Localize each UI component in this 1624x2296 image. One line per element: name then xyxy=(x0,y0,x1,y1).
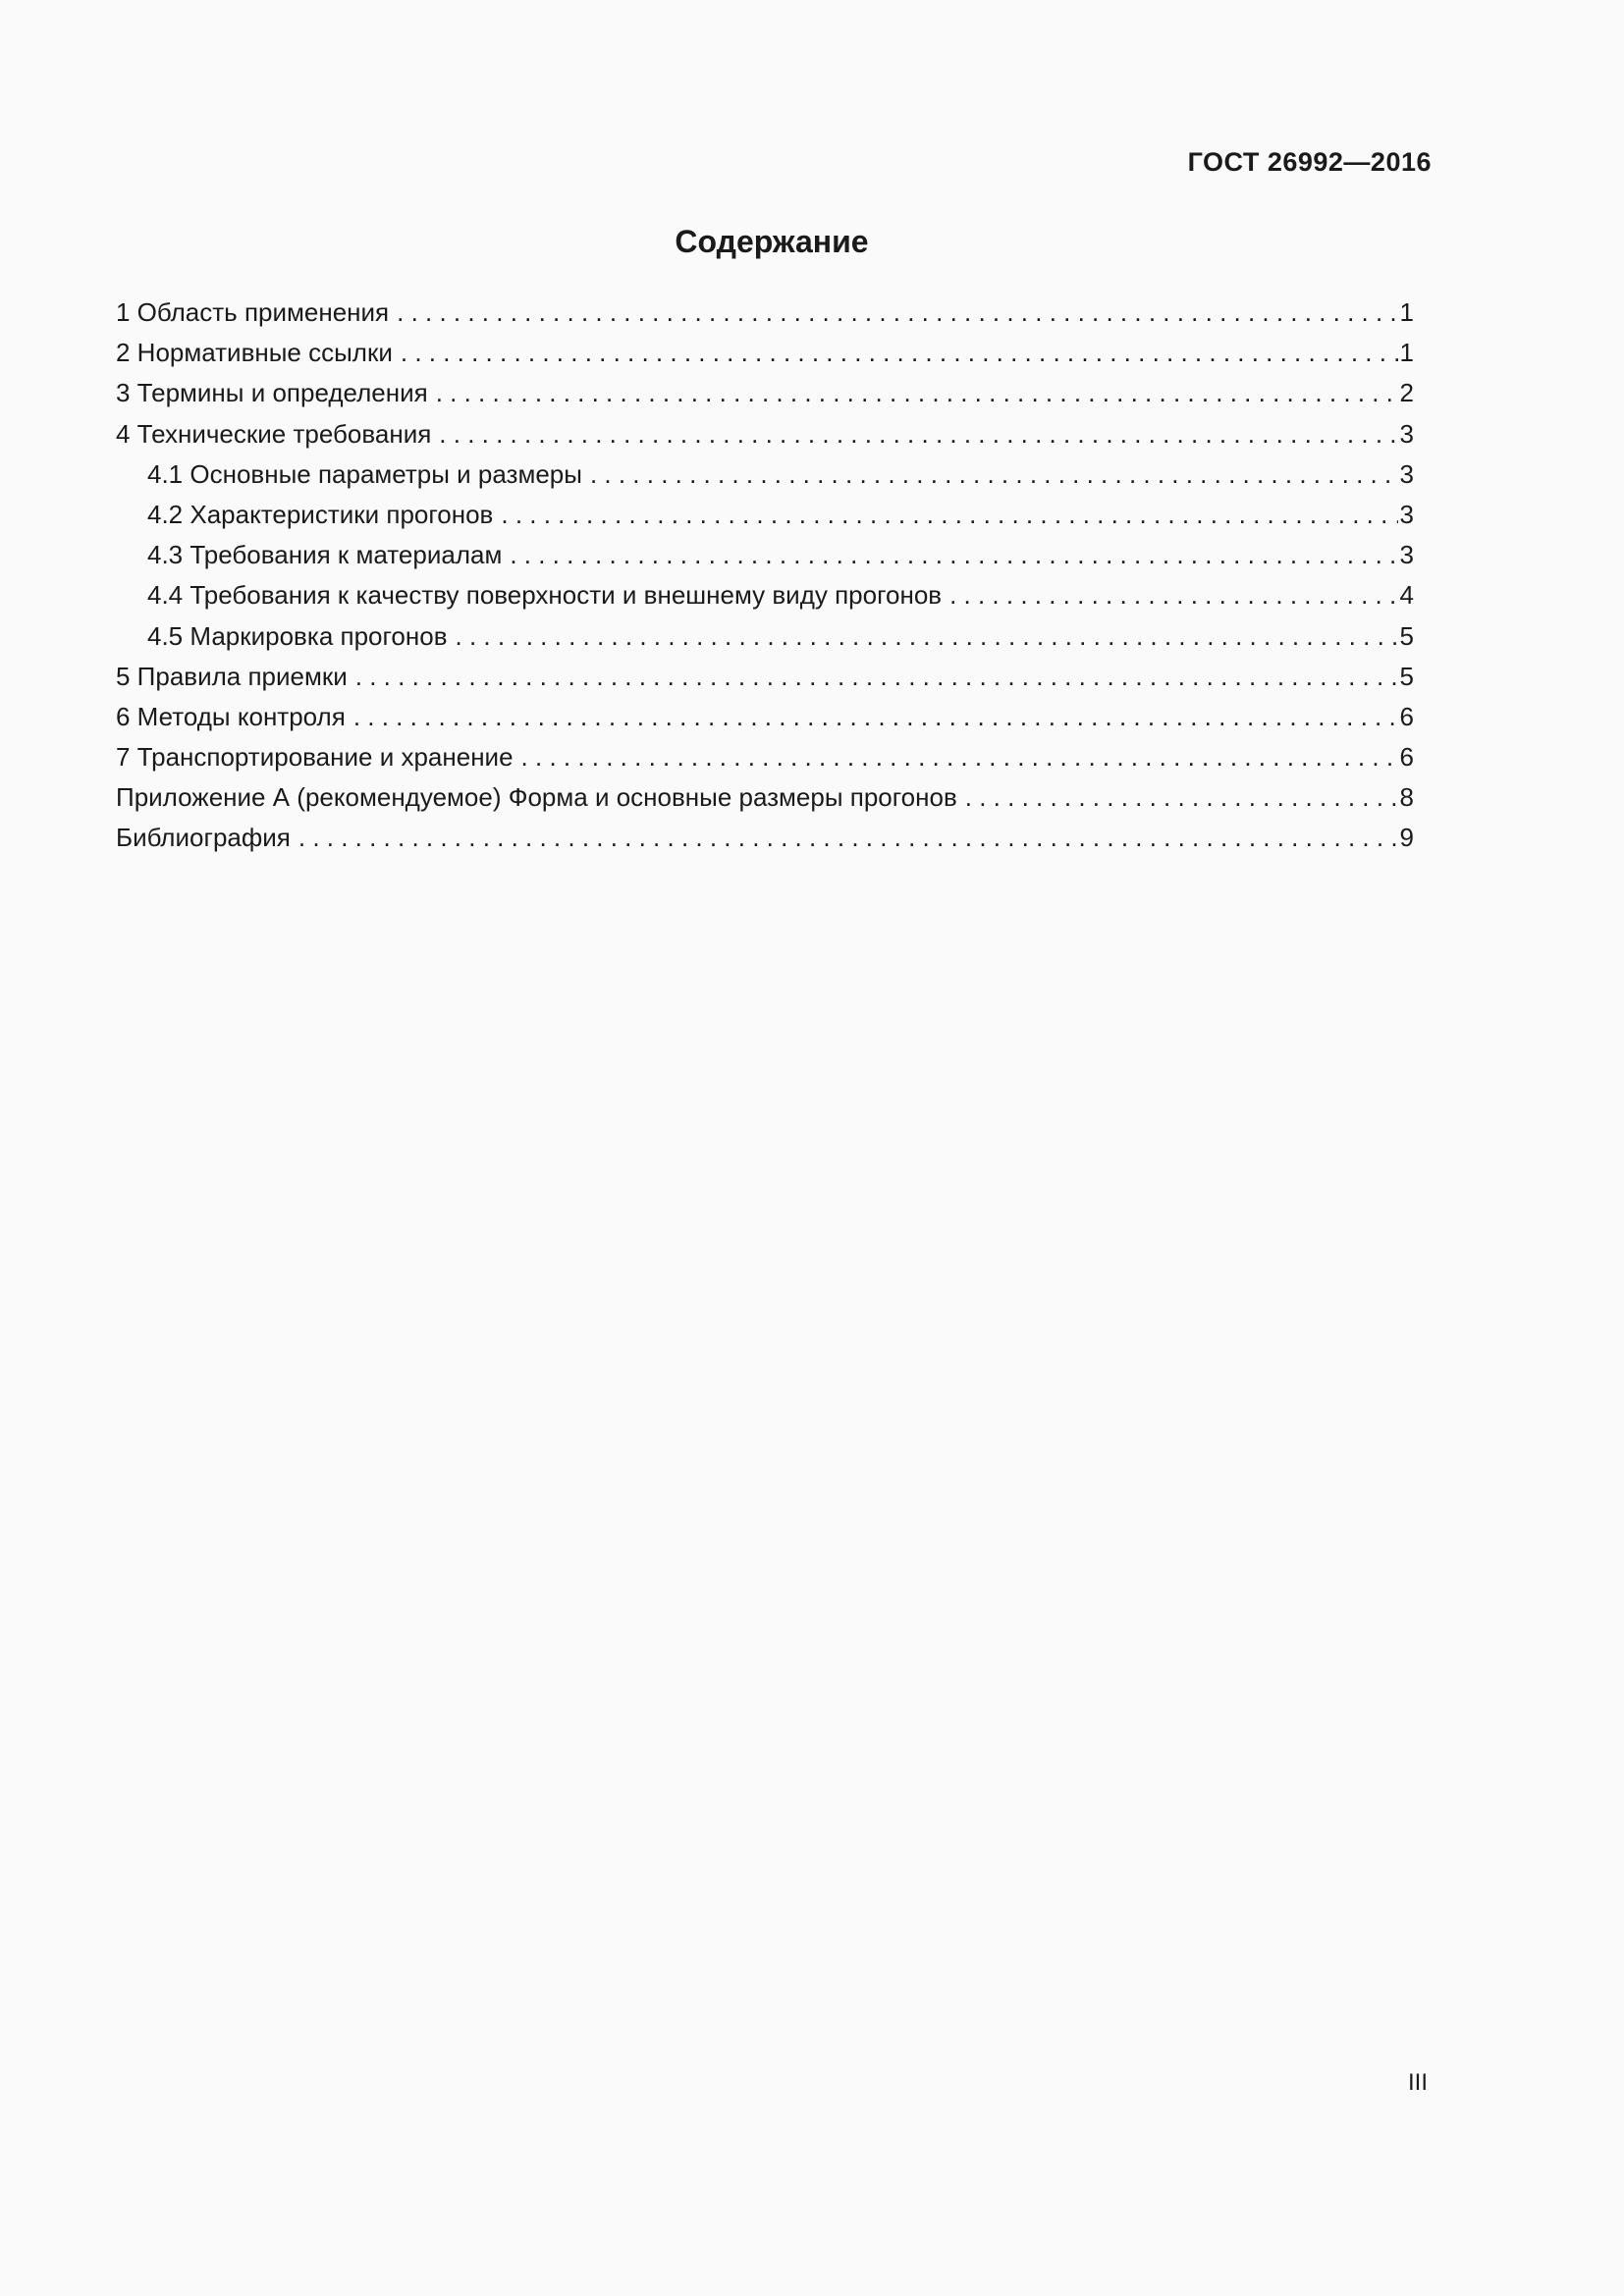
toc-item-page: 3 xyxy=(1399,458,1414,489)
dot-leader xyxy=(439,417,1397,451)
dot-leader xyxy=(353,700,1398,733)
dot-leader xyxy=(590,457,1398,491)
toc-subitem[interactable] xyxy=(116,578,1414,618)
toc-item-page: 2 xyxy=(1399,378,1414,408)
toc-item-page: 4 xyxy=(1399,580,1414,611)
toc-item[interactable] xyxy=(116,660,1414,700)
toc-item-label: 6 Методы контроля xyxy=(116,701,346,731)
toc-item-label: 4.2 Характеристики прогонов xyxy=(147,499,494,529)
toc-subitem[interactable] xyxy=(116,619,1414,660)
toc-item-page: 5 xyxy=(1399,661,1414,691)
toc-item-page: 3 xyxy=(1399,540,1414,570)
dot-leader xyxy=(401,336,1398,369)
toc-item-page: 3 xyxy=(1399,499,1414,529)
document-code: ГОСТ 26992—2016 xyxy=(1187,147,1432,177)
toc-item-page: 8 xyxy=(1399,782,1414,813)
dot-leader xyxy=(949,578,1397,612)
dot-leader xyxy=(501,498,1397,531)
dot-leader xyxy=(397,295,1397,329)
toc-item-label: 5 Правила приемки xyxy=(116,661,348,691)
toc-title: Содержание xyxy=(675,224,869,259)
toc-item[interactable] xyxy=(116,700,1414,740)
dot-leader xyxy=(355,660,1398,693)
toc-item-page: 6 xyxy=(1399,742,1414,773)
toc-item-page: 6 xyxy=(1399,701,1414,731)
toc-item-label: 1 Область применения xyxy=(116,297,390,327)
toc-item-label: Библиография xyxy=(116,823,291,853)
dot-leader xyxy=(436,376,1398,409)
toc-item[interactable] xyxy=(116,336,1414,376)
toc-item-label: Приложение А (рекомендуемое) Форма и основные размеры прогонов xyxy=(116,782,957,813)
toc-item[interactable] xyxy=(116,376,1414,416)
toc-item[interactable] xyxy=(116,740,1414,780)
toc-item-label: 4.5 Маркировка прогонов xyxy=(147,620,448,651)
toc-item-label: 2 Нормативные ссылки xyxy=(116,338,393,368)
toc-item[interactable] xyxy=(116,417,1414,457)
toc-item-label: 4 Технические требования xyxy=(116,418,432,449)
table-of-contents xyxy=(116,295,1414,862)
toc-item-label: 4.3 Требования к материалам xyxy=(147,540,503,570)
dot-leader xyxy=(298,821,1398,854)
toc-item-page: 3 xyxy=(1399,418,1414,449)
toc-item[interactable] xyxy=(116,295,1414,336)
toc-subitem[interactable] xyxy=(116,538,1414,578)
toc-item-page: 9 xyxy=(1399,823,1414,853)
toc-item-label: 4.1 Основные параметры и размеры xyxy=(147,458,582,489)
toc-item-page: 1 xyxy=(1399,338,1414,368)
dot-leader xyxy=(965,780,1398,814)
toc-item-label: 7 Транспортирование и хранение xyxy=(116,742,514,773)
toc-item[interactable] xyxy=(116,821,1414,861)
dot-leader xyxy=(521,740,1398,774)
toc-subitem[interactable] xyxy=(116,498,1414,538)
toc-subitem[interactable] xyxy=(116,457,1414,498)
toc-item-page: 5 xyxy=(1399,620,1414,651)
toc-item[interactable] xyxy=(116,780,1414,821)
dot-leader xyxy=(510,538,1397,571)
dot-leader xyxy=(456,619,1398,653)
toc-item-label: 3 Термины и определения xyxy=(116,378,428,408)
toc-item-label: 4.4 Требования к качеству поверхности и внешнему виду прогонов xyxy=(147,580,943,611)
page-number: III xyxy=(1407,2069,1428,2096)
toc-item-page: 1 xyxy=(1399,297,1414,327)
